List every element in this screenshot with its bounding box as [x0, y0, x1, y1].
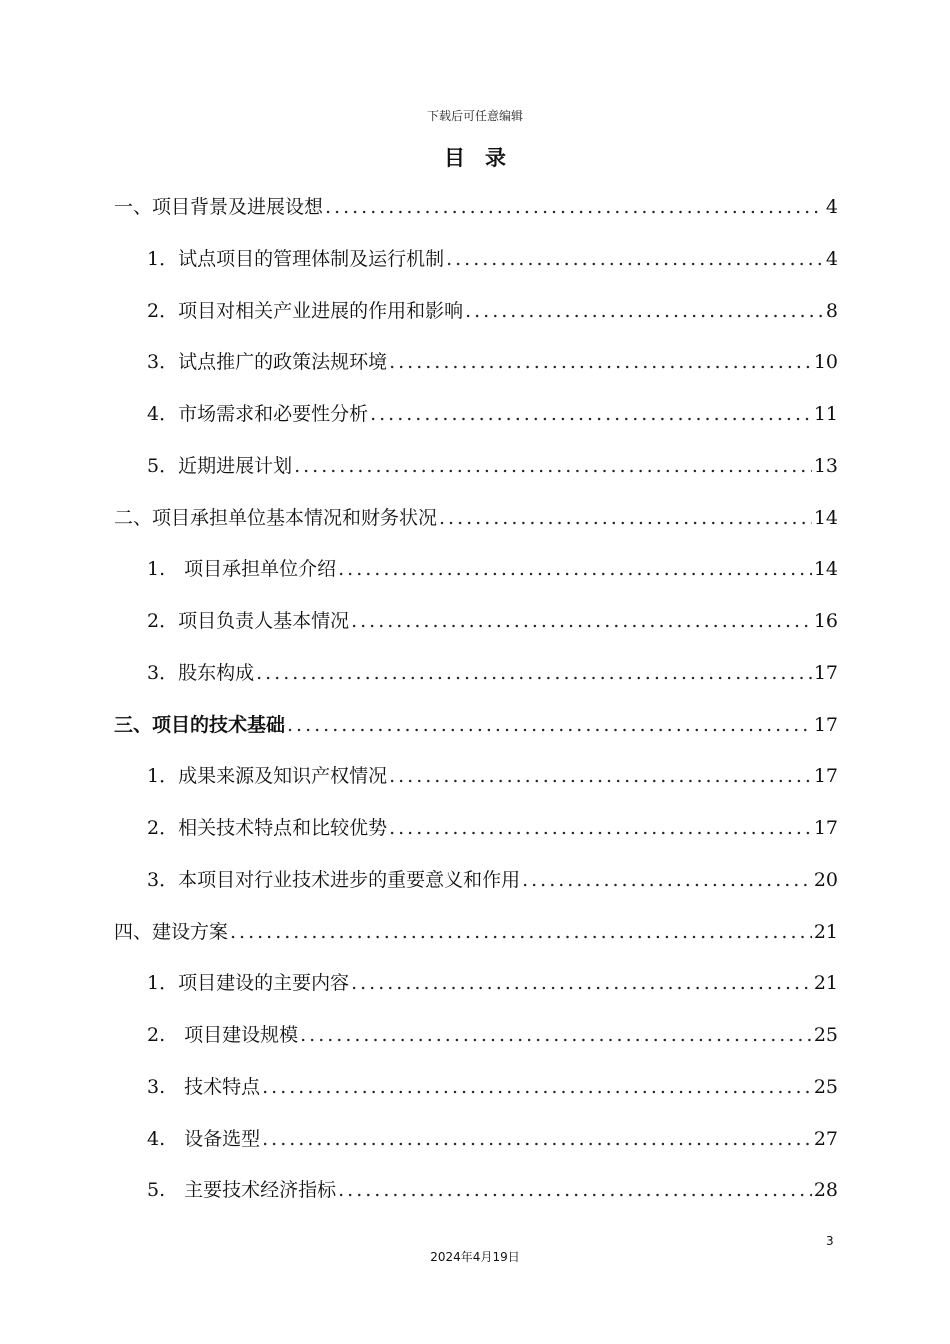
toc-leader-dots [256, 648, 812, 700]
toc-entry-label: 3．试点推广的政策法规环境 [147, 351, 388, 374]
toc-entry-label: 3. 技术特点 [147, 1075, 261, 1098]
toc-entry-page: 20 [813, 868, 838, 891]
toc-leader-dots [287, 700, 812, 752]
toc-leader-dots [446, 234, 824, 286]
toc-leader-dots [294, 441, 812, 493]
toc-entry-label: 2．相关技术特点和比较优势 [147, 817, 388, 839]
toc-entry-page: 11 [813, 403, 838, 425]
toc-entry-page: 17 [813, 765, 838, 788]
toc-title: 目录 [444, 146, 526, 170]
toc-entry-label: 5. 主要技术经济指标 [147, 1179, 337, 1202]
toc-entry[interactable] [114, 855, 838, 907]
table-of-contents [114, 182, 838, 1217]
toc-leader-dots [389, 337, 812, 389]
toc-entry-page: 16 [813, 610, 838, 632]
toc-leader-dots [370, 389, 812, 441]
page-header: 下载后可任意编辑 [426, 109, 523, 123]
toc-entry[interactable] [114, 907, 838, 959]
toc-leader-dots [338, 1165, 812, 1217]
toc-entry[interactable] [114, 441, 838, 493]
toc-entry-label: 四、建设方案 [114, 920, 229, 943]
toc-entry[interactable] [114, 1010, 838, 1062]
toc-entry-page: 25 [813, 1075, 838, 1098]
toc-entry-label: 3．股东构成 [147, 661, 255, 684]
toc-entry-page: 21 [813, 972, 838, 995]
toc-entry-label: 1．试点项目的管理体制及运行机制 [147, 247, 445, 270]
toc-entry-page: 28 [813, 1179, 838, 1202]
toc-entry-page: 21 [813, 920, 838, 943]
toc-entry-page: 17 [813, 817, 838, 839]
toc-leader-dots [351, 958, 812, 1010]
toc-entry[interactable] [114, 389, 838, 441]
toc-entry-label: 2．项目负责人基本情况 [147, 610, 350, 632]
toc-entry-page: 14 [813, 506, 838, 529]
toc-leader-dots [262, 1062, 812, 1114]
toc-entry[interactable] [114, 182, 838, 234]
toc-entry[interactable] [114, 958, 838, 1010]
toc-entry-label: 2. 项目建设规模 [147, 1024, 299, 1046]
toc-entry-label: 2．项目对相关产业进展的作用和影响 [147, 299, 464, 322]
footer-date: 2024年4月19日 [430, 1250, 520, 1264]
toc-entry[interactable] [114, 234, 838, 286]
toc-leader-dots [465, 286, 824, 338]
toc-entry[interactable] [114, 544, 838, 596]
toc-leader-dots [389, 803, 812, 855]
toc-entry[interactable] [114, 700, 838, 752]
toc-entry-page: 4 [825, 196, 838, 218]
toc-leader-dots [439, 493, 812, 545]
toc-entry[interactable] [114, 803, 838, 855]
toc-entry-label: 二、项目承担单位基本情况和财务状况 [114, 506, 438, 529]
toc-entry[interactable] [114, 751, 838, 803]
toc-entry[interactable] [114, 1114, 838, 1166]
toc-leader-dots [325, 182, 824, 234]
toc-entry-page: 14 [813, 558, 838, 581]
toc-entry-page: 25 [813, 1024, 838, 1046]
toc-entry-label: 1．项目建设的主要内容 [147, 972, 350, 995]
toc-leader-dots [389, 751, 812, 803]
toc-entry-page: 13 [813, 454, 838, 477]
toc-entry-label: 4. 设备选型 [147, 1127, 261, 1150]
toc-leader-dots [300, 1010, 812, 1062]
toc-entry[interactable] [114, 493, 838, 545]
toc-entry[interactable] [114, 596, 838, 648]
toc-entry-page: 17 [813, 713, 838, 736]
toc-entry-label: 3．本项目对行业技术进步的重要意义和作用 [147, 868, 521, 891]
toc-leader-dots [351, 596, 812, 648]
toc-leader-dots [522, 855, 812, 907]
toc-leader-dots [262, 1114, 812, 1166]
toc-entry-label: 1. 项目承担单位介绍 [147, 558, 337, 581]
toc-entry-label: 三、项目的技术基础 [114, 713, 286, 736]
toc-entry-page: 4 [825, 247, 838, 270]
toc-entry-label: 5．近期进展计划 [147, 454, 293, 477]
toc-entry[interactable] [114, 1165, 838, 1217]
toc-entry-page: 27 [813, 1127, 838, 1150]
toc-entry[interactable] [114, 337, 838, 389]
toc-leader-dots [338, 544, 812, 596]
toc-entry[interactable] [114, 286, 838, 338]
toc-leader-dots [230, 907, 812, 959]
toc-entry-page: 10 [813, 351, 838, 374]
toc-entry-page: 8 [825, 299, 838, 322]
toc-entry-label: 4．市场需求和必要性分析 [147, 403, 369, 425]
page-number: 3 [826, 1234, 834, 1248]
toc-entry-label: 一、项目背景及进展设想 [114, 196, 324, 218]
toc-entry-label: 1．成果来源及知识产权情况 [147, 765, 388, 788]
toc-entry[interactable] [114, 648, 838, 700]
toc-entry[interactable] [114, 1062, 838, 1114]
toc-entry-page: 17 [813, 661, 838, 684]
